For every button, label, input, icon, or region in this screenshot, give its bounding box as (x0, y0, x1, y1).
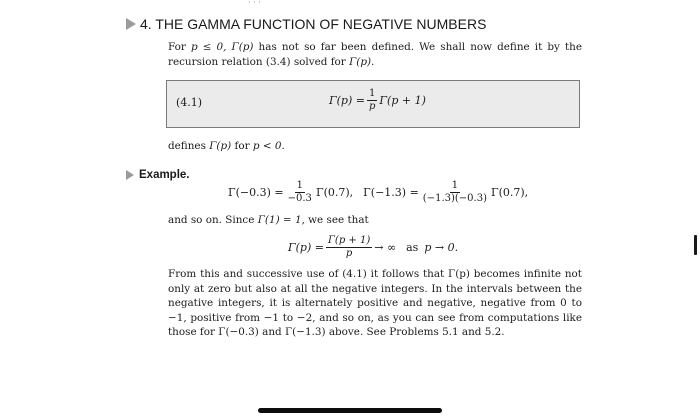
eq-lhs: Γ(p) = (329, 94, 365, 107)
equation-label: (4.1) (176, 96, 203, 109)
example-eq2-rhs: Γ(0.7), (490, 186, 529, 199)
example-eq2-denominator: (−1.3)(−0.3) (422, 193, 487, 204)
home-indicator-bar[interactable] (258, 408, 442, 413)
section-play-icon[interactable] (126, 18, 136, 30)
andso-text-a: and so on. Since (168, 214, 258, 226)
limit-equation (288, 235, 458, 260)
example-title: Example. (139, 169, 190, 181)
limit-arrow: → ∞ (374, 241, 397, 254)
intro-text-a: For (168, 41, 191, 53)
eq-rhs: Γ(p + 1) (379, 94, 426, 107)
scrollbar-indicator[interactable] (694, 235, 697, 255)
eq-fraction (367, 88, 377, 113)
limit-numerator: Γ(p + 1) (327, 235, 371, 246)
example-equation (228, 180, 528, 205)
limit-lhs: Γ(p) = (288, 241, 324, 254)
limit-condition: p → 0. (424, 241, 459, 254)
defines-line (168, 139, 582, 154)
example-eq1-lhs: Γ(−0.3) = (228, 186, 284, 199)
example-heading (126, 169, 190, 181)
intro-text-c: . (371, 55, 375, 68)
example-play-icon[interactable] (126, 170, 134, 180)
example-eq2-numerator: 1 (451, 180, 459, 191)
example-eq1-denominator: −0.3 (287, 193, 312, 204)
defines-condition: p < 0 (252, 140, 282, 152)
defines-text-c: . (281, 140, 285, 152)
example-eq2-fraction (421, 180, 489, 205)
section-title: 4. THE GAMMA FUNCTION OF NEGATIVE NUMBERS (140, 16, 487, 32)
intro-gamma-p: Γ(p) (349, 55, 372, 68)
intro-text-b: has not so far been defined. We shall now define it by the recursion relation (3.4) solved for (168, 41, 583, 68)
example-eq1-numerator: 1 (296, 180, 303, 191)
eq-fraction-denominator: p (368, 101, 376, 112)
example-eq2-lhs: Γ(−1.3) = (363, 186, 419, 199)
equation-4-1 (329, 88, 426, 113)
andso-gamma-one: Γ(1) = 1 (257, 214, 302, 226)
defines-text-a: defines (168, 140, 210, 152)
example-eq1-rhs: Γ(0.7), (315, 186, 354, 199)
intro-condition: p ≤ 0, Γ(p) (190, 41, 254, 53)
and-so-on-line (168, 213, 582, 228)
andso-text-b: , we see that (301, 214, 369, 226)
defines-text-b: for (231, 140, 253, 152)
section-heading (126, 16, 486, 32)
limit-as-text: as (406, 241, 419, 254)
defines-gamma-p: Γ(p) (209, 140, 232, 152)
intro-paragraph (168, 40, 582, 69)
limit-fraction (326, 235, 372, 260)
eq-fraction-numerator: 1 (369, 88, 376, 99)
limit-denominator: p (345, 248, 353, 259)
top-cropped-text: · · · (248, 0, 261, 6)
example-eq1-fraction (286, 180, 314, 205)
final-paragraph: From this and successive use of (4.1) it follows that Γ(p) becomes infinite not only at zero but also at all the negative integers. In the intervals between the negative integers, it is alternately positive and negative, negative from 0 to −1, positive from −1 to −2, and so on, as you can see from computations like those for Γ(−0.3) and Γ(−1.3) above. See Problems 5.1 and 5.2. (168, 268, 582, 338)
equation-4-1-box (166, 80, 580, 128)
